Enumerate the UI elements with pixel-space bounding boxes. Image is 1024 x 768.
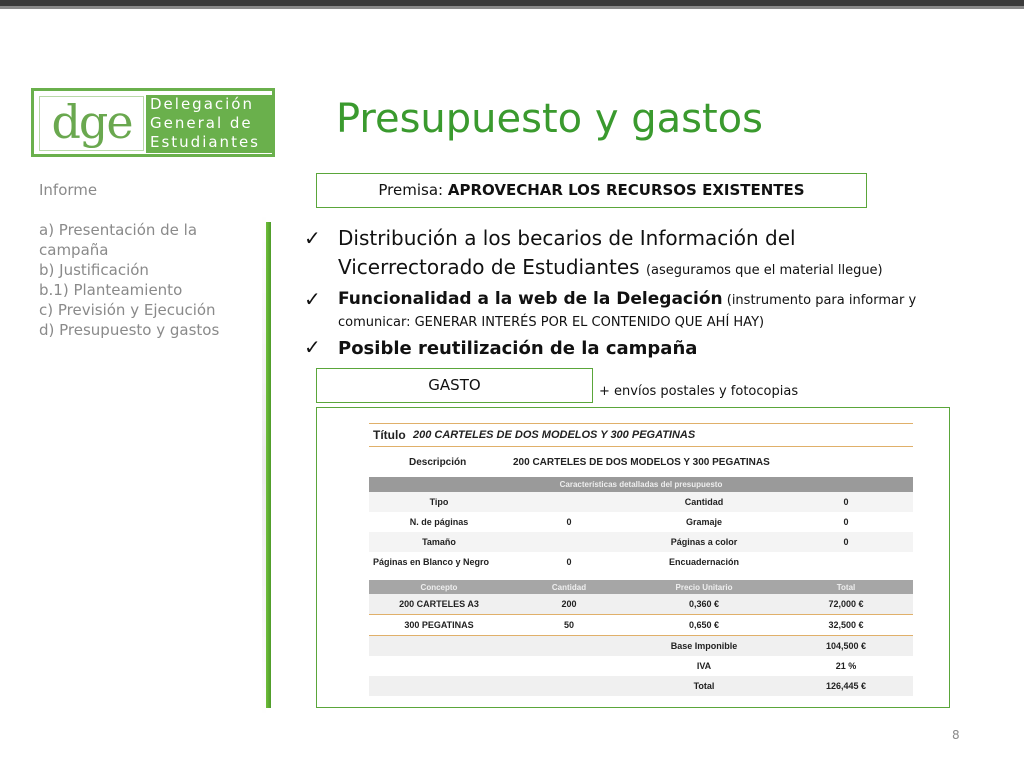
- cost-cell: 300 PEGATINAS: [404, 620, 474, 630]
- premise-emphasis: APROVECHAR LOS RECURSOS EXISTENTES: [447, 181, 805, 199]
- cost-header: Total: [836, 582, 856, 592]
- check-icon: ✓: [304, 335, 321, 359]
- sidebar-outline: [39, 180, 259, 340]
- cost-cell: 200 CARTELES A3: [399, 599, 479, 609]
- page-title: Presupuesto y gastos: [336, 96, 763, 142]
- sidebar-item-presupuesto[interactable]: d) Presupuesto y gastos: [39, 321, 220, 339]
- logo-line-3: Estudiantes: [150, 133, 260, 151]
- gasto-box: GASTO: [316, 368, 593, 403]
- feature-row: [369, 552, 913, 572]
- summary-value: 21 %: [835, 661, 857, 671]
- feature-value: 0: [843, 517, 849, 527]
- bullet-3-main: Posible reutilización de la campaña: [338, 338, 698, 359]
- cost-cell: 0,650 €: [688, 620, 720, 630]
- budget-table: [369, 423, 913, 696]
- summary-value: 104,500 €: [825, 641, 867, 651]
- cost-header-row: [369, 580, 913, 594]
- summary-row: [369, 656, 913, 676]
- feature-key: Páginas en Blanco y Negro: [373, 557, 490, 567]
- bullet-2-main: Funcionalidad a la web de la Delegación: [338, 289, 723, 309]
- cost-cell: 72,000 €: [828, 599, 864, 609]
- cost-header: Cantidad: [551, 582, 587, 592]
- summary-value: 126,445 €: [825, 681, 867, 691]
- feature-row: [369, 492, 913, 512]
- premise-prefix: Premisa:: [378, 181, 448, 199]
- cost-row: [369, 594, 913, 614]
- feature-key: Tamaño: [422, 537, 456, 547]
- cost-header: Concepto: [420, 582, 458, 592]
- bullet-list: [300, 224, 940, 365]
- summary-label: Total: [693, 681, 715, 691]
- budget-desc-value: 200 CARTELES DE DOS MODELOS Y 300 PEGATINAS: [513, 456, 770, 468]
- cost-cell: 50: [563, 620, 574, 630]
- feature-value: 0: [566, 557, 572, 567]
- cost-header: Precio Unitario: [675, 582, 733, 592]
- green-divider: [266, 222, 271, 708]
- budget-desc-label: Descripción: [409, 456, 467, 468]
- budget-title-row: [369, 424, 913, 446]
- sidebar-item-justificacion[interactable]: b) Justificación: [39, 261, 149, 279]
- cost-cell: 32,500 €: [828, 620, 864, 630]
- budget-title-label: Título: [373, 428, 406, 442]
- bullet-funcionalidad: [300, 287, 940, 333]
- sidebar-heading: Informe: [39, 181, 98, 199]
- feature-row: [369, 532, 913, 552]
- cost-cell: 0,360 €: [688, 599, 720, 609]
- features-heading: Características detalladas del presupuesto: [369, 477, 913, 492]
- logo-line-2: General de: [150, 114, 253, 132]
- budget-title-value: 200 CARTELES DE DOS MODELOS Y 300 PEGATINAS: [413, 429, 696, 441]
- budget-desc-row: [369, 447, 913, 477]
- premise-box: [316, 173, 867, 208]
- bullet-1-note: (aseguramos que el material llegue): [645, 263, 883, 278]
- page-number: 8: [952, 728, 960, 742]
- sidebar-item-presentacion[interactable]: a) Presentación de la campaña: [39, 221, 198, 259]
- check-icon: ✓: [304, 226, 321, 250]
- logo-line-1: Delegación: [150, 95, 254, 113]
- bullet-reutilizacion: [300, 335, 940, 363]
- feature-key: Encuadernación: [668, 557, 740, 567]
- summary-label: IVA: [696, 661, 712, 671]
- feature-value: 0: [566, 517, 572, 527]
- dge-logo: [31, 88, 275, 157]
- cost-row: [369, 615, 913, 635]
- sidebar-item-prevision[interactable]: c) Previsión y Ejecución: [39, 301, 216, 319]
- sidebar-item-planteamiento[interactable]: b.1) Planteamiento: [39, 281, 183, 299]
- logo-mark: dge: [39, 96, 144, 151]
- feature-key: Tipo: [429, 497, 449, 507]
- feature-key: N. de páginas: [409, 517, 469, 527]
- bullet-distribucion: [300, 224, 940, 285]
- cost-cell: 200: [561, 599, 577, 609]
- check-icon: ✓: [304, 287, 321, 311]
- feature-key: Cantidad: [684, 497, 724, 507]
- summary-row: [369, 676, 913, 696]
- top-bar-accent: [0, 6, 1024, 9]
- feature-row: [369, 512, 913, 532]
- extra-costs-note: + envíos postales y fotocopias: [599, 384, 799, 399]
- summary-label: Base Imponible: [670, 641, 738, 651]
- budget-table-image: [316, 407, 950, 708]
- summary-row: [369, 636, 913, 656]
- feature-value: 0: [843, 497, 849, 507]
- feature-key: Páginas a color: [670, 537, 738, 547]
- feature-value: 0: [843, 537, 849, 547]
- bullet-2-note: (instrumento para informar y comunicar: GENERAR INTERÉS POR EL CONTENIDO QUE AHÍ HAY): [338, 293, 917, 330]
- bullet-1-main: Distribución a los becarios de Información del Vicerrectorado de Estudiantes: [338, 226, 796, 279]
- feature-key: Gramaje: [685, 517, 723, 527]
- logo-words: [146, 95, 274, 153]
